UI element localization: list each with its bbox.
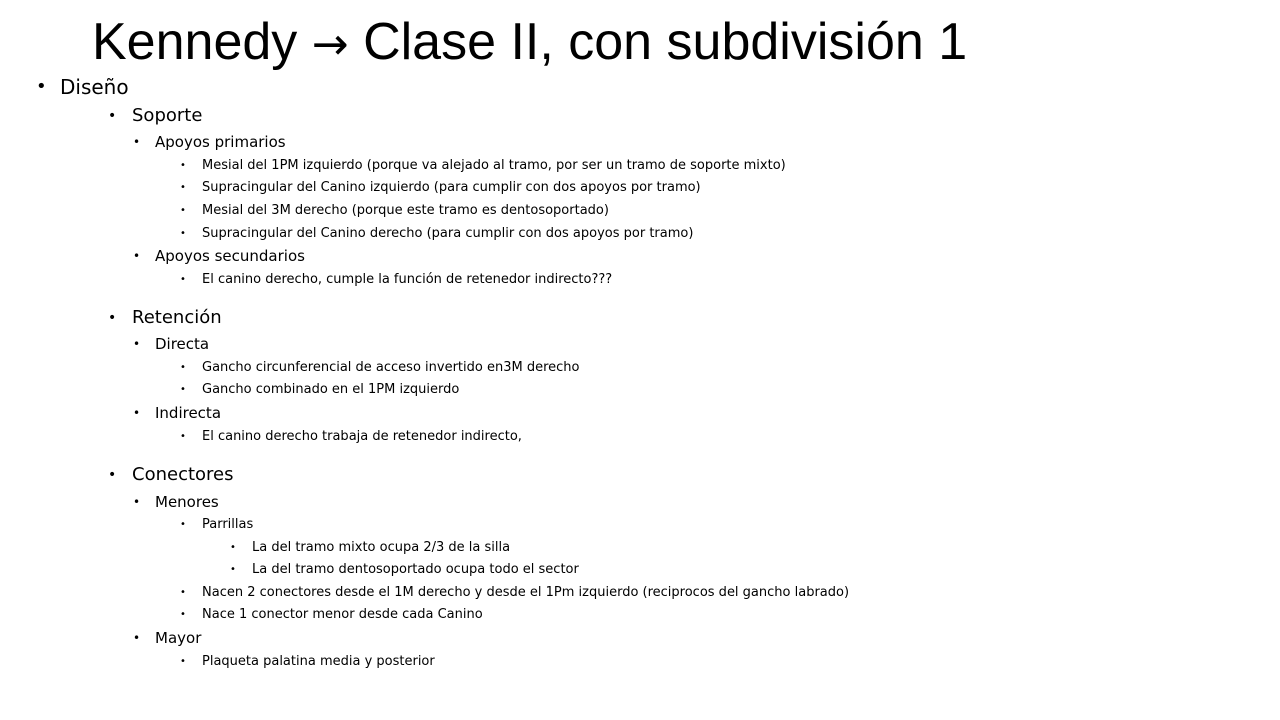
item-text: Mesial del 3M derecho (porque este tramo es dentosoportado) <box>202 203 609 218</box>
bullet-icon: • <box>230 564 236 575</box>
bullet-icon: • <box>230 542 236 553</box>
bullet-icon: • <box>133 249 141 263</box>
bullet-icon: • <box>180 160 186 171</box>
right-arrow-icon: → <box>311 19 349 70</box>
bullet-icon: • <box>180 587 186 598</box>
bullet-icon: • <box>36 76 47 97</box>
bullet-icon: • <box>108 108 117 124</box>
bullet-icon: • <box>180 228 186 239</box>
item-text: Directa <box>155 335 210 353</box>
bullet-icon: • <box>180 609 186 620</box>
bullet-icon: • <box>180 205 186 216</box>
item-text: Mesial del 1PM izquierdo (porque va alejado al tramo, por ser un tramo de soporte mixto) <box>202 158 786 173</box>
item-text: Diseño <box>60 75 129 99</box>
bullet-icon: • <box>180 656 186 667</box>
title-part2: Clase II, con subdivisión 1 <box>363 13 968 71</box>
bullet-icon: • <box>180 384 186 395</box>
item-text: Nacen 2 conectores desde el 1M derecho y desde el 1Pm izquierdo (reciprocos del gancho labrado) <box>202 585 850 600</box>
bullet-icon: • <box>180 362 186 373</box>
item-text: Gancho combinado en el 1PM izquierdo <box>202 382 460 397</box>
item-text: Apoyos secundarios <box>155 247 305 265</box>
item-text: Indirecta <box>155 404 222 422</box>
bullet-icon: • <box>180 431 186 442</box>
item-text: Supracingular del Canino izquierdo (para cumplir con dos apoyos por tramo) <box>202 180 701 195</box>
title-part1: Kennedy <box>92 13 298 71</box>
item-text: La del tramo dentosoportado ocupa todo el sector <box>252 562 579 577</box>
bullet-icon: • <box>133 406 141 420</box>
item-text: El canino derecho trabaja de retenedor indirecto, <box>202 429 522 444</box>
item-text: Mayor <box>155 629 202 647</box>
bullet-icon: • <box>180 519 186 530</box>
item-text: Supracingular del Canino derecho (para cumplir con dos apoyos por tramo) <box>202 226 694 241</box>
item-text: Plaqueta palatina media y posterior <box>202 654 435 669</box>
bullet-icon: • <box>133 135 141 149</box>
item-text: Gancho circunferencial de acceso invertido en3M derecho <box>202 360 580 375</box>
bullet-icon: • <box>133 631 141 645</box>
bullet-icon: • <box>180 274 186 285</box>
item-text: Parrillas <box>202 517 254 532</box>
item-text: La del tramo mixto ocupa 2/3 de la silla <box>252 540 511 555</box>
bullet-icon: • <box>108 310 117 326</box>
bullet-icon: • <box>133 337 141 351</box>
item-text: Nace 1 conector menor desde cada Canino <box>202 607 483 622</box>
bullet-icon: • <box>108 467 117 483</box>
item-text: Apoyos primarios <box>155 133 286 151</box>
item-text: Retención <box>132 307 222 328</box>
slide-title <box>92 10 967 77</box>
bullet-icon: • <box>180 182 186 193</box>
item-text: Soporte <box>132 105 203 126</box>
item-text: Conectores <box>132 464 234 485</box>
item-text: Menores <box>155 493 219 511</box>
bullet-icon: • <box>133 495 141 509</box>
item-text: El canino derecho, cumple la función de retenedor indirecto??? <box>202 272 613 287</box>
